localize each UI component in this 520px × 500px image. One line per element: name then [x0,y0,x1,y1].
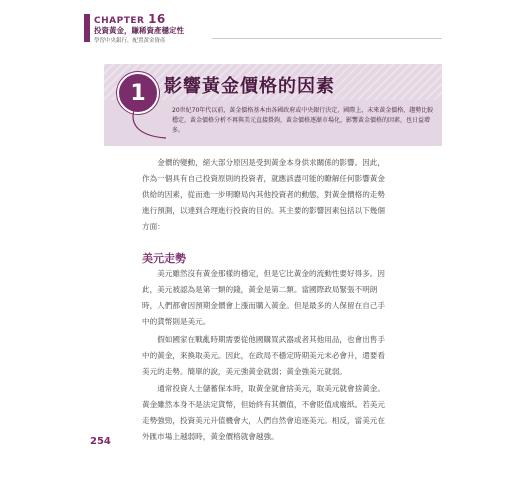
section-number-badge: 1 [117,72,159,114]
header-divider [212,38,442,39]
chapter-subtitle: 學習中央銀行，配置黃金資產 [94,38,166,44]
body-paragraph-4: 通常投資人士儲蓄保本時，取黃金就會捨美元，取美元就會捨黃金。黃金雖然本身不是法定貨幣，但始終有其價值，不會貶值成廢紙。若美元走勢強勁，投資美元升值機會大，人們自然會追逐美元。相反，當美元在外匯市場上越弱時，黃金價格就會越強。 [142,384,385,441]
section-description: 20世紀70年代以前，黃金價格基本由各國政府或中央銀行決定，國際上，未來黃金價格，趨勢比較穩定，黃金價格分析不再與美元直接掛鉤，黃金價格逐漸市場化，影響黃金價格的因素，也日益增多。 [172,107,434,134]
body-paragraph-2: 美元雖然沒有黃金那樣的穩定，但是它比黃金的流動性要好得多。因此，美元被認為是第一類的錢，黃金是第二類。當國際政局緊張不明朗時，人們都會因預期金價會上漲而購入黃金。但是最多的人保留在自己手中的貨幣則是美元。 [142,269,385,326]
chapter-title: 投資黃金，賺稀資產穩定性 [94,26,184,35]
body-paragraph-3: 假如國家在戰亂時期需要從他國購買武器或者其他用品，也會出售手中的黃金，來換取美元。因此，在政局不穩定時期美元未必會升，還要看美元的走勢。簡單的說，美元強黃金就弱；黃金強美元就弱。 [142,335,385,376]
chapter-number: 16 [148,12,166,26]
subheading-usd-trend: 美元走勢 [142,252,186,265]
body-paragraph-1: 金價的變動，絕大部分原因是受到黃金本身供求關係的影響。因此，作為一個具有自己投資原則的投資者，就應該盡可能的瞭解任何影響黃金供給的因素，從而進一步明瞭局內其他投資者的動態，對黃金價格的走勢進行預測，以達到合理進行投資的目的。其主要的影響因素包括以下幾個方面： [142,158,385,231]
chapter-prefix: CHAPTER [94,16,145,26]
chapter-label [94,12,166,26]
chapter-tab-marker [84,14,90,42]
section-title: 影響黃金價格的因素 [164,76,335,97]
decorative-curve-icon [128,110,168,140]
page-number: 254 [90,436,111,447]
